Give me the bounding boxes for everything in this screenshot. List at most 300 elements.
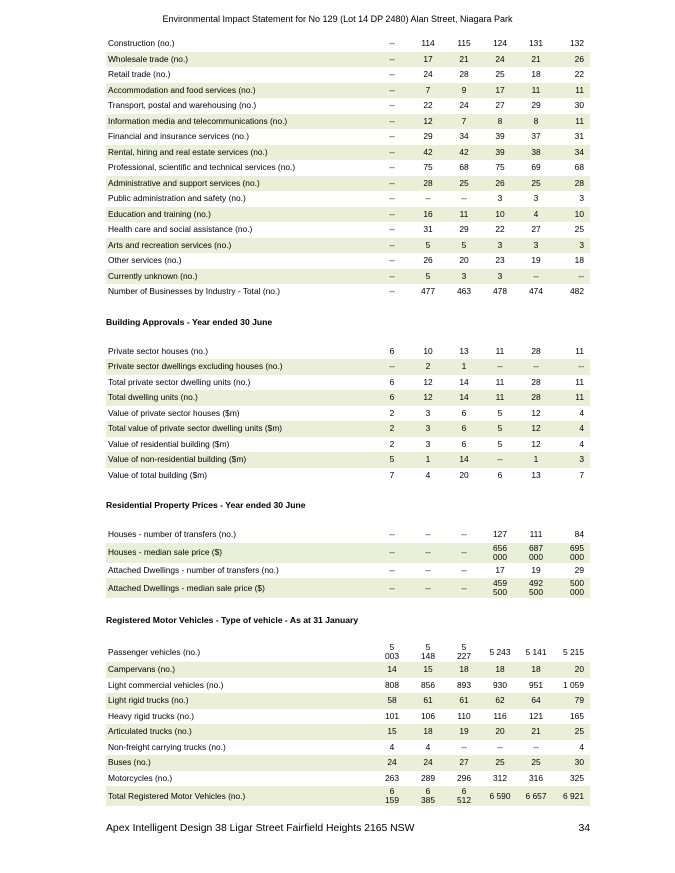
- row-value: 4: [554, 421, 590, 437]
- row-value: --: [461, 741, 467, 752]
- row-value: 30: [574, 100, 584, 111]
- row-label: Accommodation and food services (no.): [106, 83, 374, 99]
- row-value: 5 215: [563, 646, 584, 657]
- row-value: 17: [495, 564, 505, 575]
- table-row: [106, 527, 590, 543]
- data-table: [106, 36, 590, 300]
- row-value: 42: [410, 145, 446, 161]
- page-header: Environmental Impact Statement for No 129 (Lot 14 DP 2480) Alan Street, Niagara Park: [162, 14, 513, 24]
- data-table: [106, 527, 590, 598]
- row-value: 7: [446, 114, 482, 130]
- row-value: 5: [446, 238, 482, 254]
- row-value: 2: [389, 407, 395, 418]
- row-value: 1: [410, 452, 446, 468]
- row-value: 28: [554, 176, 590, 192]
- row-value: 17: [482, 83, 518, 99]
- row-value: --: [461, 564, 467, 575]
- table-row: [106, 98, 590, 114]
- row-value: 2: [410, 359, 446, 375]
- table-row: [106, 176, 590, 192]
- row-value: --: [389, 224, 395, 235]
- row-value: --: [482, 359, 518, 375]
- row-value: 3: [518, 238, 554, 254]
- row-value: 316: [529, 772, 543, 783]
- row-value: 25: [482, 755, 518, 771]
- row-value: 11: [575, 376, 584, 387]
- row-value: 26: [554, 52, 590, 68]
- table-row: [106, 36, 590, 52]
- row-value: 6 921: [554, 786, 590, 806]
- row-value: 21: [446, 52, 482, 68]
- row-value: 1: [446, 359, 482, 375]
- row-value: 25: [518, 176, 554, 192]
- row-value: --: [389, 162, 395, 173]
- statistics-content: [106, 36, 590, 806]
- row-value: 6 385: [410, 786, 446, 806]
- row-value: 7: [389, 469, 395, 480]
- row-value: 22: [574, 69, 584, 80]
- row-value: 11: [495, 345, 505, 356]
- table-row: [106, 709, 590, 725]
- row-value: 3: [482, 269, 518, 285]
- table-row: [106, 740, 590, 756]
- row-value: --: [461, 193, 467, 204]
- row-value: --: [389, 38, 395, 49]
- table-row: [106, 269, 590, 285]
- row-value: 19: [531, 564, 541, 575]
- row-label: Information media and telecommunications (no.): [106, 114, 374, 130]
- row-value: 22: [495, 224, 505, 235]
- section-title: Registered Motor Vehicles - Type of vehicle - As at 31 January: [106, 615, 359, 625]
- row-label: Heavy rigid trucks (no.): [108, 710, 195, 721]
- row-value: 39: [482, 145, 518, 161]
- row-value: --: [374, 359, 410, 375]
- row-value: 10: [423, 345, 433, 356]
- table-row: [106, 563, 590, 579]
- row-value: 29: [574, 564, 584, 575]
- row-label: Private sector dwellings excluding houses (no.): [106, 359, 374, 375]
- row-value: 856: [421, 679, 435, 690]
- section-gap: [106, 300, 590, 314]
- row-value: --: [425, 529, 431, 540]
- row-value: 6: [446, 421, 482, 437]
- table-row: [106, 437, 590, 453]
- row-value: 808: [385, 679, 399, 690]
- row-value: 3: [554, 238, 590, 254]
- row-label: Transport, postal and warehousing (no.): [108, 100, 257, 111]
- row-value: 31: [423, 224, 433, 235]
- row-value: --: [497, 741, 503, 752]
- row-value: --: [389, 255, 395, 266]
- row-value: --: [374, 145, 410, 161]
- row-value: 5 003: [385, 642, 399, 661]
- row-value: 6: [461, 407, 467, 418]
- row-value: 13: [459, 345, 469, 356]
- row-value: 5 148: [421, 642, 435, 661]
- row-value: 131: [529, 38, 543, 49]
- row-value: 4: [425, 741, 431, 752]
- row-value: 124: [493, 38, 507, 49]
- row-value: 34: [459, 131, 469, 142]
- row-label: Buses (no.): [106, 755, 374, 771]
- row-value: 20: [459, 255, 469, 266]
- row-value: 25: [518, 755, 554, 771]
- row-value: 2: [389, 438, 395, 449]
- row-value: 12: [410, 114, 446, 130]
- table-row: [106, 52, 590, 68]
- row-value: 115: [457, 38, 471, 49]
- row-value: 14: [446, 390, 482, 406]
- row-value: 31: [574, 131, 584, 142]
- row-value: 79: [554, 693, 590, 709]
- row-value: 6: [497, 469, 503, 480]
- row-value: 6: [461, 438, 467, 449]
- row-value: 312: [493, 772, 507, 783]
- row-value: 9: [446, 83, 482, 99]
- row-value: 121: [529, 710, 543, 721]
- row-value: 114: [421, 38, 435, 49]
- table-row: [106, 375, 590, 391]
- row-value: --: [389, 131, 395, 142]
- row-value: 29: [531, 100, 541, 111]
- row-value: 5: [410, 269, 446, 285]
- row-value: 28: [531, 376, 541, 387]
- table-row: [106, 678, 590, 694]
- row-value: 29: [459, 224, 469, 235]
- row-value: 27: [446, 755, 482, 771]
- table-row: [106, 693, 590, 709]
- row-value: 22: [423, 100, 433, 111]
- row-value: 127: [493, 529, 507, 540]
- row-value: --: [374, 207, 410, 223]
- row-value: 11: [575, 345, 584, 356]
- row-value: 263: [385, 772, 399, 783]
- row-label: Administrative and support services (no.): [106, 176, 374, 192]
- row-value: 20: [459, 469, 469, 480]
- row-label: Motorcycles (no.): [108, 772, 173, 783]
- row-value: 5: [497, 407, 503, 418]
- row-value: 28: [531, 345, 541, 356]
- row-value: 5 227: [457, 642, 471, 661]
- row-value: 13: [531, 469, 541, 480]
- row-value: 1: [518, 452, 554, 468]
- row-value: 12: [423, 376, 433, 387]
- table-row: [106, 114, 590, 130]
- row-value: 6 657: [518, 786, 554, 806]
- row-value: 28: [518, 390, 554, 406]
- row-value: 24: [423, 69, 433, 80]
- row-value: 3: [425, 438, 431, 449]
- footer-company: Apex Intelligent Design 38 Ligar Street Fairfield Heights 2165 NSW: [106, 823, 415, 834]
- row-label: Currently unknown (no.): [106, 269, 374, 285]
- row-value: 165: [570, 710, 584, 721]
- row-value: 19: [531, 255, 541, 266]
- row-label: Attached Dwellings - number of transfers (no.): [108, 564, 279, 575]
- row-value: --: [389, 100, 395, 111]
- row-label: Houses - median sale price ($): [106, 543, 374, 563]
- row-label: Campervans (no.): [106, 662, 374, 678]
- row-value: 12: [410, 390, 446, 406]
- row-value: 18: [574, 255, 584, 266]
- row-label: Rental, hiring and real estate services (no.): [106, 145, 374, 161]
- row-value: --: [461, 529, 467, 540]
- row-value: 478: [493, 286, 507, 297]
- row-value: 12: [531, 407, 541, 418]
- row-value: --: [389, 564, 395, 575]
- row-value: --: [554, 269, 590, 285]
- row-value: 61: [446, 693, 482, 709]
- row-value: 18: [410, 724, 446, 740]
- row-value: --: [410, 543, 446, 563]
- row-value: 64: [518, 693, 554, 709]
- row-value: --: [374, 176, 410, 192]
- row-value: 463: [457, 286, 471, 297]
- row-value: 18: [482, 662, 518, 678]
- row-value: 5: [482, 421, 518, 437]
- row-value: 296: [457, 772, 471, 783]
- row-label: Value of non-residential building ($m): [106, 452, 374, 468]
- row-value: 7: [410, 83, 446, 99]
- table-row: [106, 390, 590, 406]
- row-value: --: [374, 83, 410, 99]
- row-value: 5 141: [525, 646, 547, 657]
- row-value: 8: [482, 114, 518, 130]
- table-row: [106, 191, 590, 207]
- table-row: [106, 642, 590, 662]
- row-label: Total value of private sector dwelling units ($m): [106, 421, 374, 437]
- row-value: 68: [459, 162, 469, 173]
- row-value: 325: [570, 772, 584, 783]
- row-value: 12: [518, 421, 554, 437]
- row-value: 23: [495, 255, 505, 266]
- row-value: --: [446, 543, 482, 563]
- row-value: 27: [531, 224, 541, 235]
- row-label: Total dwelling units (no.): [106, 390, 374, 406]
- table-row: [106, 238, 590, 254]
- row-value: 110: [457, 710, 471, 721]
- table-row: [106, 771, 590, 787]
- table-row: [106, 222, 590, 238]
- section-gap: [106, 330, 590, 344]
- row-value: 24: [459, 100, 469, 111]
- row-label: Light commercial vehicles (no.): [108, 679, 224, 690]
- row-value: 11: [495, 376, 505, 387]
- row-value: 14: [374, 662, 410, 678]
- row-value: 695 000: [554, 543, 590, 563]
- row-value: 26: [482, 176, 518, 192]
- row-value: --: [446, 578, 482, 598]
- row-label: Total Registered Motor Vehicles (no.): [106, 786, 374, 806]
- row-value: 62: [482, 693, 518, 709]
- row-value: 8: [518, 114, 554, 130]
- row-value: 16: [410, 207, 446, 223]
- row-value: 4: [579, 407, 584, 418]
- row-value: --: [389, 69, 395, 80]
- row-value: 3: [425, 407, 431, 418]
- row-value: 11: [554, 83, 590, 99]
- row-label: Passenger vehicles (no.): [108, 646, 201, 657]
- row-value: 3: [482, 238, 518, 254]
- row-value: --: [482, 452, 518, 468]
- row-value: 14: [459, 376, 469, 387]
- table-row: [106, 406, 590, 422]
- row-value: 289: [421, 772, 435, 783]
- row-value: 106: [421, 710, 435, 721]
- row-value: 15: [410, 662, 446, 678]
- row-value: 6 590: [482, 786, 518, 806]
- row-label: Non-freight carrying trucks (no.): [108, 741, 226, 752]
- row-value: --: [389, 286, 395, 297]
- row-label: Retail trade (no.): [108, 69, 171, 80]
- row-value: 21: [518, 52, 554, 68]
- row-value: 111: [529, 529, 543, 540]
- row-value: 474: [529, 286, 543, 297]
- row-value: 5 243: [489, 646, 511, 657]
- row-value: 24: [482, 52, 518, 68]
- row-value: 951: [529, 679, 543, 690]
- section-gap: [106, 598, 590, 612]
- table-row: [106, 786, 590, 806]
- row-value: 6: [389, 345, 395, 356]
- row-value: 38: [518, 145, 554, 161]
- row-label: Public administration and safety (no.): [108, 193, 246, 204]
- row-value: --: [425, 193, 431, 204]
- row-value: --: [518, 269, 554, 285]
- row-label: Private sector houses (no.): [108, 345, 209, 356]
- row-value: 21: [518, 724, 554, 740]
- table-row: [106, 284, 590, 300]
- row-value: 4: [425, 469, 431, 480]
- table-row: [106, 578, 590, 598]
- page-number: 34: [578, 823, 590, 834]
- row-label: Articulated trucks (no.): [106, 724, 374, 740]
- row-value: 6: [389, 376, 395, 387]
- section-gap: [106, 513, 590, 527]
- row-value: 656 000: [482, 543, 518, 563]
- table-row: [106, 724, 590, 740]
- row-value: 5: [410, 238, 446, 254]
- table-row: [106, 543, 590, 563]
- row-value: 500 000: [554, 578, 590, 598]
- table-row: [106, 755, 590, 771]
- row-label: Houses - number of transfers (no.): [108, 529, 237, 540]
- row-value: 39: [495, 131, 505, 142]
- row-label: Other services (no.): [108, 255, 182, 266]
- row-value: 15: [374, 724, 410, 740]
- table-row: [106, 207, 590, 223]
- row-value: 42: [446, 145, 482, 161]
- row-label: Value of total building ($m): [108, 469, 208, 480]
- row-value: 11: [446, 207, 482, 223]
- row-value: 10: [482, 207, 518, 223]
- row-value: 930: [493, 679, 507, 690]
- row-value: 2: [374, 421, 410, 437]
- row-label: Financial and insurance services (no.): [108, 131, 250, 142]
- row-value: 61: [410, 693, 446, 709]
- row-value: 6: [374, 390, 410, 406]
- row-value: 10: [554, 207, 590, 223]
- table-row: [106, 83, 590, 99]
- row-value: 116: [493, 710, 507, 721]
- row-value: 11: [554, 114, 590, 130]
- table-row: [106, 359, 590, 375]
- row-value: 75: [423, 162, 433, 173]
- section-title: Residential Property Prices - Year ended 30 June: [106, 500, 306, 510]
- row-value: 4: [518, 207, 554, 223]
- row-label: Total private sector dwelling units (no.): [108, 376, 251, 387]
- row-value: --: [374, 543, 410, 563]
- row-value: 68: [574, 162, 584, 173]
- table-row: [106, 421, 590, 437]
- row-value: 4: [389, 741, 395, 752]
- row-value: 6 159: [374, 786, 410, 806]
- row-value: 25: [495, 69, 505, 80]
- row-value: 4: [579, 741, 584, 752]
- row-value: 58: [374, 693, 410, 709]
- row-value: --: [374, 269, 410, 285]
- row-value: 492 500: [518, 578, 554, 598]
- row-value: 75: [495, 162, 505, 173]
- row-value: 687 000: [518, 543, 554, 563]
- row-value: 28: [459, 69, 469, 80]
- table-row: [106, 129, 590, 145]
- row-value: --: [389, 193, 395, 204]
- row-value: 5: [497, 438, 503, 449]
- row-value: --: [425, 564, 431, 575]
- row-value: 14: [446, 452, 482, 468]
- row-value: 19: [446, 724, 482, 740]
- row-value: 11: [554, 390, 590, 406]
- row-value: 18: [531, 69, 541, 80]
- row-value: 3: [533, 193, 539, 204]
- row-value: --: [518, 359, 554, 375]
- row-value: 18: [446, 662, 482, 678]
- table-row: [106, 145, 590, 161]
- row-value: --: [389, 529, 395, 540]
- section-title: Building Approvals - Year ended 30 June: [106, 316, 273, 327]
- row-value: 28: [410, 176, 446, 192]
- data-table: [106, 642, 590, 806]
- row-value: 34: [554, 145, 590, 161]
- row-value: 30: [554, 755, 590, 771]
- table-row: [106, 67, 590, 83]
- row-value: 20: [482, 724, 518, 740]
- row-label: Arts and recreation services (no.): [106, 238, 374, 254]
- row-value: 6 512: [446, 786, 482, 806]
- row-label: Value of private sector houses ($m): [108, 407, 240, 418]
- row-value: 25: [446, 176, 482, 192]
- row-label: Professional, scientific and technical services (no.): [108, 162, 296, 173]
- row-value: 37: [531, 131, 541, 142]
- row-value: 25: [574, 224, 584, 235]
- table-row: [106, 253, 590, 269]
- section-gap: [106, 628, 590, 642]
- row-value: 459 500: [482, 578, 518, 598]
- row-label: Education and training (no.): [106, 207, 374, 223]
- row-label: Value of residential building ($m): [108, 438, 230, 449]
- row-value: --: [533, 741, 539, 752]
- row-value: --: [374, 114, 410, 130]
- row-value: 84: [574, 529, 584, 540]
- table-row: [106, 452, 590, 468]
- row-value: --: [554, 359, 590, 375]
- row-value: 11: [518, 83, 554, 99]
- row-value: 27: [495, 100, 505, 111]
- row-value: 893: [457, 679, 471, 690]
- row-value: 11: [482, 390, 518, 406]
- table-row: [106, 662, 590, 678]
- row-value: 1 059: [563, 679, 584, 690]
